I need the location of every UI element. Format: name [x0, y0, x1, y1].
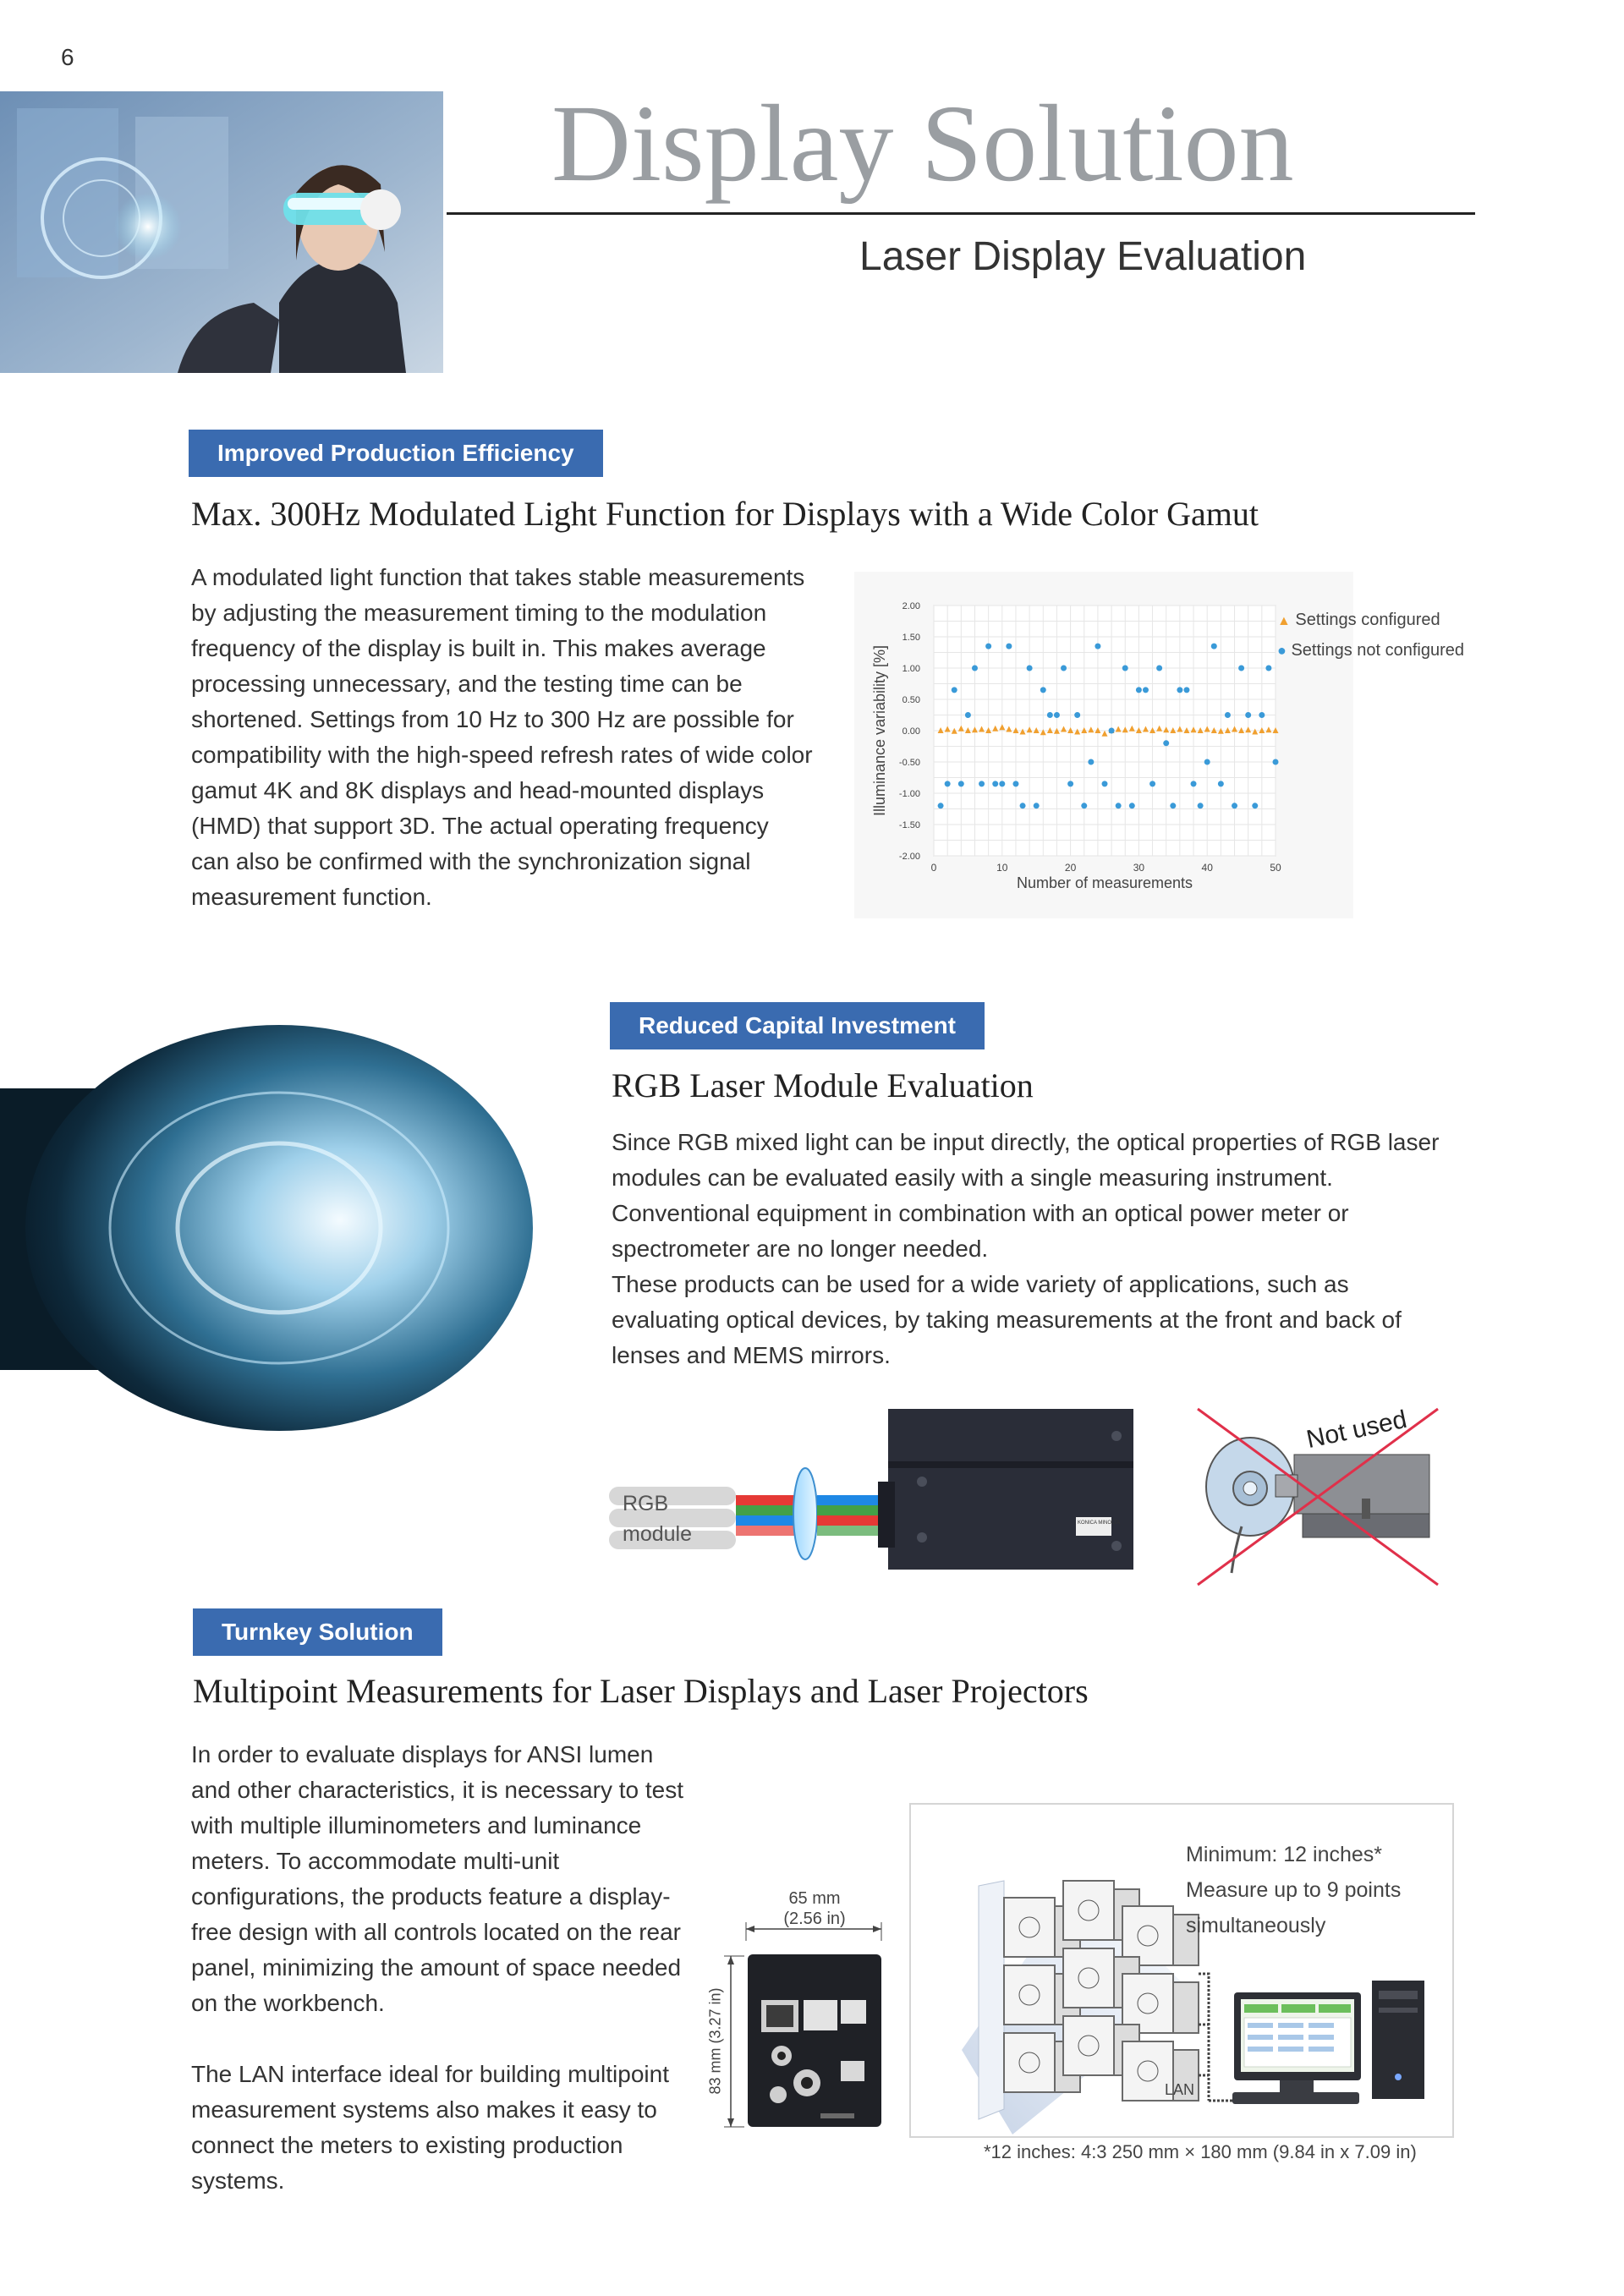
- x-tick-label: 30: [1133, 862, 1145, 874]
- data-point-not-configured: [1129, 803, 1135, 808]
- rgb-module-diagram: [609, 1394, 1167, 1571]
- x-axis-label: Number of measurements: [1016, 874, 1193, 891]
- data-point-not-configured: [938, 803, 944, 808]
- y-tick-label: 0.00: [902, 726, 920, 737]
- legend-label-configured: Settings configured: [1295, 611, 1440, 629]
- x-tick-label: 10: [996, 862, 1008, 874]
- y-tick-label: -1.50: [898, 820, 920, 830]
- data-point-not-configured: [1183, 687, 1189, 693]
- data-point-not-configured: [992, 781, 998, 786]
- data-point-not-configured: [945, 781, 951, 786]
- data-point-not-configured: [1218, 781, 1224, 786]
- y-tick-label: -2.00: [898, 852, 920, 862]
- rgb-label-line1: RGB: [623, 1492, 669, 1515]
- x-tick-label: 50: [1270, 862, 1281, 874]
- data-point-not-configured: [1170, 803, 1176, 808]
- info-minimum: Minimum: 12 inches*: [1186, 1843, 1383, 1866]
- dimension-width-in: (2.56 in): [783, 1910, 846, 1928]
- data-point-not-configured: [958, 781, 964, 786]
- footnote: *12 inches: 4:3 250 mm × 180 mm (9.84 in x 7.09 in): [984, 2141, 1417, 2162]
- data-point-not-configured: [1149, 781, 1155, 786]
- title-underline: [447, 212, 1475, 215]
- data-point-not-configured: [1095, 644, 1100, 649]
- data-point-not-configured: [1081, 803, 1087, 808]
- data-point-not-configured: [1040, 687, 1046, 693]
- rgb-module-label: [623, 1488, 692, 1549]
- data-point-not-configured: [1027, 666, 1033, 671]
- device-rear-dimensions: [694, 1882, 905, 2135]
- data-point-not-configured: [985, 644, 991, 649]
- data-point-not-configured: [1177, 687, 1182, 693]
- data-point-not-configured: [1061, 666, 1067, 671]
- legend-item-configured: ▲ Settings configured: [1277, 611, 1440, 629]
- data-point-not-configured: [1102, 781, 1108, 786]
- data-point-not-configured: [1074, 712, 1080, 718]
- multipoint-paragraph-2: The LAN interface ideal for building multipoint measurement systems also makes it easy to connect the meters to existing production systems.: [191, 2061, 669, 2194]
- y-tick-label: 1.50: [902, 633, 920, 643]
- data-point-not-configured: [1204, 759, 1210, 765]
- page-subtitle: Laser Display Evaluation: [859, 234, 1307, 279]
- section-body-multipoint: [191, 1737, 690, 2199]
- data-point-not-configured: [1034, 803, 1040, 808]
- chart-legend: [1277, 606, 1464, 665]
- y-axis-label: Illuminance variability [%]: [871, 644, 888, 817]
- y-tick-label: -0.50: [898, 758, 920, 768]
- lan-label: LAN: [1165, 2081, 1195, 2098]
- data-point-not-configured: [952, 687, 957, 693]
- y-tick-label: 1.00: [902, 664, 920, 674]
- multipoint-system-illustration: [909, 1803, 1454, 2138]
- data-point-not-configured: [999, 781, 1005, 786]
- data-point-not-configured: [979, 781, 985, 786]
- data-point-not-configured: [1054, 712, 1060, 718]
- multipoint-info: [1186, 1837, 1401, 1943]
- dimension-width-mm: 65 mm: [788, 1889, 841, 1908]
- info-measure-points: Measure up to 9 points: [1186, 1878, 1402, 1902]
- data-point-not-configured: [1122, 666, 1128, 671]
- data-point-not-configured: [1067, 781, 1073, 786]
- data-point-not-configured: [1252, 803, 1258, 808]
- section-badge-turnkey: Turnkey Solution: [193, 1608, 442, 1656]
- data-point-not-configured: [1198, 803, 1204, 808]
- rgb-label-line2: module: [623, 1522, 692, 1546]
- data-point-not-configured: [1211, 644, 1217, 649]
- page-title: Display Solution: [551, 83, 1294, 205]
- multipoint-paragraph-1: In order to evaluate displays for ANSI lumen and other characteristics, it is necessary to test with multiple illuminometers and luminance meters. To accommodate multi-unit configurations, the products feature a display-free design with all controls located on the rear panel, minimizing the amount of space needed on the workbench.: [191, 1741, 684, 2016]
- data-point-not-configured: [1109, 728, 1115, 734]
- dimension-height: 83 mm (3.27 in): [706, 1987, 724, 2095]
- lens-photo: [0, 1088, 443, 1370]
- section-badge-investment: Reduced Capital Investment: [610, 1002, 985, 1049]
- data-point-not-configured: [1265, 666, 1271, 671]
- data-point-not-configured: [972, 666, 978, 671]
- info-simultaneously: simultaneously: [1186, 1914, 1326, 1937]
- legend-item-not-configured: ● Settings not configured: [1277, 641, 1465, 660]
- device-label: KONICA MINOLTA: [1078, 1521, 1121, 1526]
- data-point-not-configured: [1088, 759, 1094, 765]
- rgb-paragraph-1: Since RGB mixed light can be input directly, the optical properties of RGB laser modules can be evaluated easily with a single measuring instrument. Conventional equipment in combination with an optical power meter or spectrometer are no longer needed.: [612, 1129, 1440, 1262]
- section-heading-modulated: Max. 300Hz Modulated Light Function for Displays with a Wide Color Gamut: [191, 495, 1259, 533]
- data-point-not-configured: [965, 712, 971, 718]
- data-point-not-configured: [1020, 803, 1026, 808]
- data-point-not-configured: [1047, 712, 1053, 718]
- not-used-diagram: [1193, 1404, 1446, 1590]
- legend-label-not-configured: Settings not configured: [1291, 641, 1465, 660]
- data-point-not-configured: [1191, 781, 1197, 786]
- x-tick-label: 40: [1201, 862, 1213, 874]
- data-point-not-configured: [1006, 644, 1012, 649]
- data-point-not-configured: [1245, 712, 1251, 718]
- data-point-not-configured: [1238, 666, 1244, 671]
- data-point-not-configured: [1225, 712, 1231, 718]
- data-point-not-configured: [1012, 781, 1018, 786]
- vr-headset-photo: [0, 91, 443, 373]
- section-heading-multipoint: Multipoint Measurements for Laser Displays and Laser Projectors: [193, 1672, 1089, 1710]
- y-tick-label: 0.50: [902, 695, 920, 705]
- section-heading-rgb: RGB Laser Module Evaluation: [612, 1066, 1034, 1104]
- data-point-not-configured: [1156, 666, 1162, 671]
- y-tick-label: -1.00: [898, 789, 920, 799]
- data-point-not-configured: [1163, 740, 1169, 746]
- section-body-rgb: [612, 1125, 1457, 1373]
- data-point-not-configured: [1232, 803, 1237, 808]
- section-body-modulated: A modulated light function that takes stable measurements by adjusting the measurement timing to the modulation frequency of the display is built in. This makes average processing unnecessary, and the testing time can be shortened. Settings from 10 Hz to 300 Hz are possible for compatibility with the high-speed refresh rates of wide color gamut 4K and 8K displays and head-mounted displays (HMD) that support 3D. The actual operating frequency can also be confirmed with the synchronization signal measurement function.: [191, 564, 813, 910]
- x-tick-label: 20: [1064, 862, 1077, 874]
- not-used-label: Not used: [1303, 1405, 1410, 1455]
- data-point-not-configured: [1273, 759, 1279, 765]
- data-point-not-configured: [1259, 712, 1265, 718]
- y-tick-label: 2.00: [902, 601, 920, 611]
- data-point-not-configured: [1116, 803, 1122, 808]
- data-point-not-configured: [1143, 687, 1149, 693]
- page-number: 6: [61, 44, 74, 70]
- data-point-not-configured: [1136, 687, 1142, 693]
- section-badge-efficiency: Improved Production Efficiency: [189, 430, 603, 477]
- rgb-paragraph-2: These products can be used for a wide variety of applications, such as evaluating optical devices, by taking measurements at the front and back of lenses and MEMS mirrors.: [612, 1271, 1402, 1368]
- x-tick-label: 0: [930, 862, 937, 874]
